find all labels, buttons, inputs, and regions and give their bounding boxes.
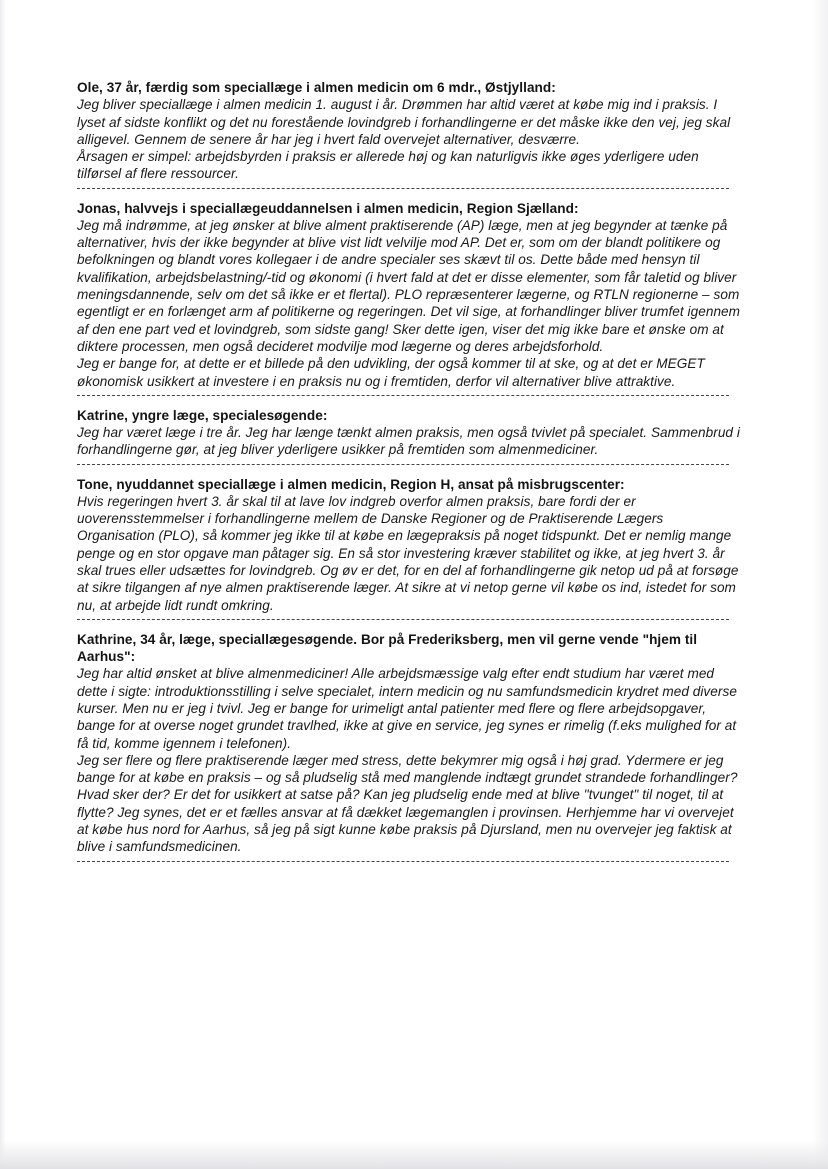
entry-katrine bbox=[77, 407, 743, 459]
entry-paragraph: Jeg er bange for, at dette er et billede på den udvikling, der også kommer til at ske, og at det er MEGET økonomisk usikkert at investere i en praksis nu og i fremtiden, derfor vil alternativer blive attraktive. bbox=[77, 356, 705, 389]
dashed-separator bbox=[77, 861, 729, 864]
entry-heading: Jonas, halvvejs i speciallægeuddannelsen i almen medicin, Region Sjælland: bbox=[77, 200, 579, 216]
scan-right-edge bbox=[812, 0, 828, 1169]
dashed-separator bbox=[77, 395, 729, 398]
dashed-separator bbox=[77, 619, 729, 622]
entry-jonas bbox=[77, 200, 743, 390]
entry-paragraph: Hvis regeringen hvert 3. år skal til at lave lov indgreb overfor almen praksis, bare fordi der er uoverensstemmelser i forhandlingerne mellem de Danske Regioner og de Praktiserende Lægers Organisation (PLO), så kommer jeg ikke til at købe en lægepraksis på noget tidspunkt. Det er nemlig mange penge og en stor opgave man påtager sig. En så stor investering kræver stabilitet og ikke, at jeg hvert 3. år skal trues eller udsættes for lovindgreb. Og øv er det, for en del af forhandlingerne gik netop ud på at forsøge at sikre tilgangen af nye almen praktiserende læger. At sikre at vi netop gerne vil købe os ind, istedet for som nu, at arbejde lidt rundt omkring. bbox=[77, 493, 739, 613]
entry-heading: Ole, 37 år, færdig som speciallæge i almen medicin om 6 mdr., Østjylland: bbox=[77, 80, 556, 95]
scan-left-edge bbox=[0, 0, 6, 1169]
entry-paragraph: Jeg ser flere og flere praktiserende læger med stress, dette bekymrer mig også i høj grad. Ydermere er jeg bange for at købe en praksis – og så pludselig stå med manglende indtægt grundet strandede forhandlinger? Hvad sker der? Er det for usikkert at satse på? Kan jeg pludselig ende med at blive "tvunget" til noget, til at flytte? Jeg synes, det er et fælles ansvar at få dækket lægemanglen i provinsen. Herhjemme har vi overvejet at købe hus nord for Aarhus, så jeg på sigt kunne købe praksis på Djursland, men nu overvejer jeg faktisk at blive i samfundsmedicinen. bbox=[77, 752, 738, 855]
entry-heading: Katrine, yngre læge, specialesøgende: bbox=[77, 407, 328, 423]
entry-paragraph: Jeg må indrømme, at jeg ønsker at blive alment praktiserende (AP) læge, men at jeg begynder at tænke på alternativer, hvis der ikke begynder at blive vist lidt velvilje mod AP. Det er, som om der blandt politikere og befolkningen og blandt vores kollegaer i de andre specialer ses skævt til os. Dette både med hensyn til kvalifikation, arbejdsbelastning/-tid og økonomi (i hvert fald at det er disse elementer, som får taletid og bliver meningsdannende, selv om det så ikke er et flertal). PLO repræsenterer lægerne, og RTLN regionerne – som egentligt er en forlænget arm af politikerne og regeringen. Det vil sige, at forhandlinger bliver trumfet igennem af den ene part ved et lovindgreb, som sidste gang! Sker dette igen, viser det mig ikke bare et ønske om at diktere processen, men også decideret modvilje mod lægerne og deres arbejdsforhold. bbox=[77, 217, 741, 354]
entry-heading: Kathrine, 34 år, læge, speciallægesøgende. Bor på Frederiksberg, men vil gerne vende "hjem til Aarhus": bbox=[77, 631, 698, 665]
dashed-separator bbox=[77, 188, 729, 191]
entry-kathrine bbox=[77, 631, 743, 856]
entry-paragraph: Jeg bliver speciallæge i almen medicin 1. august i år. Drømmen har altid været at købe mig ind i praksis. I lyset af sidste konflikt og det nu forestående lovindgreb i forhandlingerne er det måske ikke den vej, jeg skal alligevel. Gennem de senere år har jeg i hvert fald overvejet alternativer, desværre. bbox=[77, 97, 731, 147]
dashed-separator bbox=[77, 464, 729, 467]
entry-tone bbox=[77, 476, 743, 614]
entry-heading: Tone, nyuddannet speciallæge i almen medicin, Region H, ansat på misbrugscenter: bbox=[77, 476, 625, 492]
scan-bottom-shadow bbox=[0, 1141, 828, 1169]
document-body bbox=[77, 79, 743, 873]
entry-paragraph: Jeg har været læge i tre år. Jeg har længe tænkt almen praksis, men også tvivlet på specialet. Sammenbrud i forhandlingerne gør, at jeg bliver yderligere usikker på fremtiden som almenmediciner. bbox=[77, 425, 740, 458]
entry-ole bbox=[77, 79, 743, 183]
entry-paragraph: Årsagen er simpel: arbejdsbyrden i praksis er allerede høj og kan naturligvis ikke øges yderligere uden tilførsel af flere ressourcer. bbox=[77, 149, 699, 182]
entry-paragraph: Jeg har altid ønsket at blive almenmediciner! Alle arbejdsmæssige valg efter endt studium har været med dette i sigte: introduktionsstilling i selve specialet, intern medicin og nu samfundsmedicin krydret med diverse kurser. Men nu er jeg i tvivl. Jeg er bange for urimeligt antal patienter med flere og flere arbejdsopgaver, bange for at overse noget grundet travlhed, ikke at give en service, jeg synes er rimelig (f.eks mulighed for at få tid, komme igennem i telefonen). bbox=[77, 666, 737, 751]
